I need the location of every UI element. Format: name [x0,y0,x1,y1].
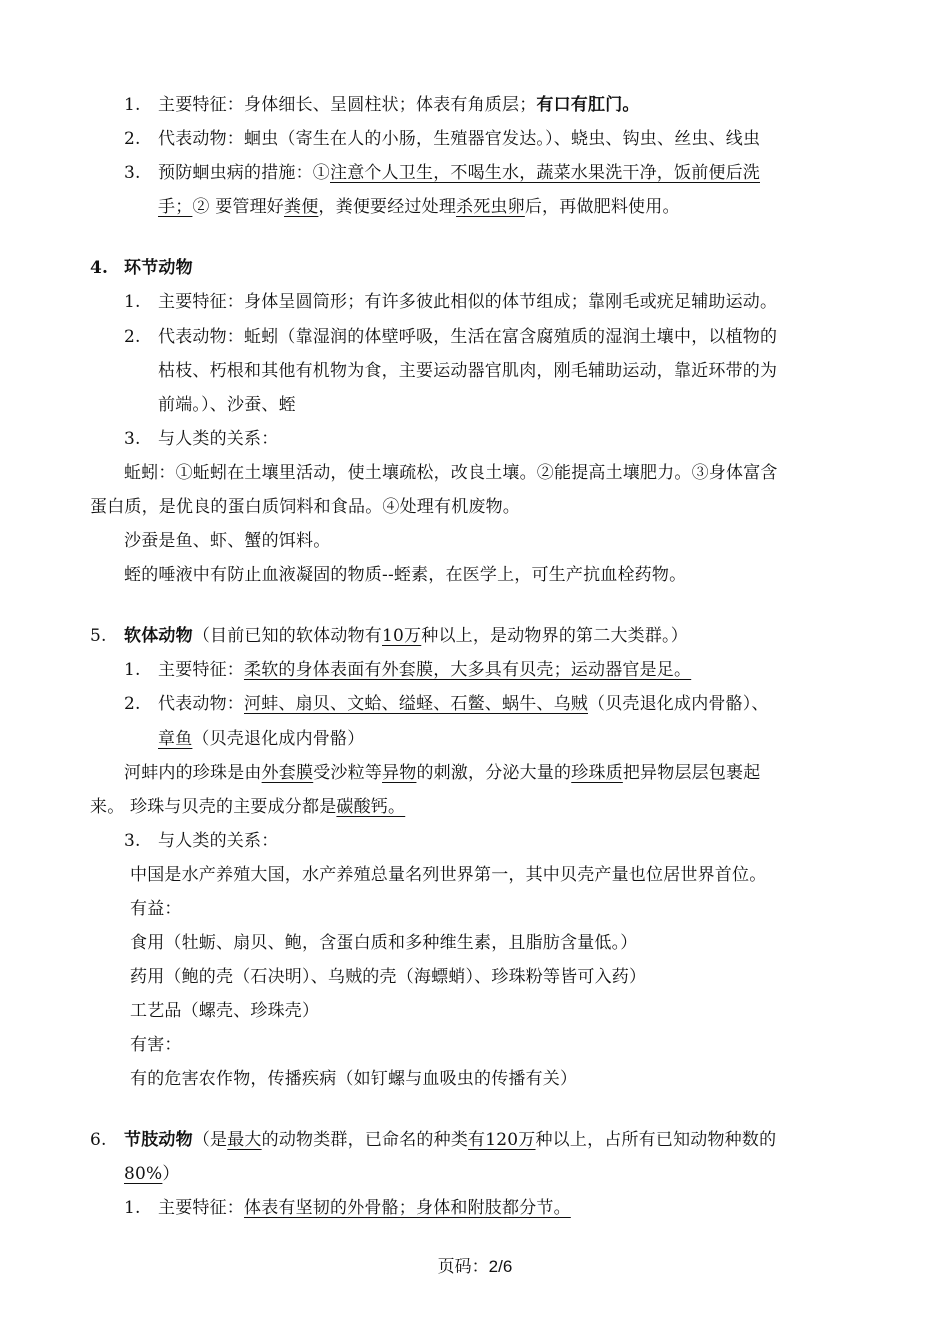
text-underlined: 手； [158,197,193,217]
text-underlined: 河蚌、扇贝、文蛤、缢蛏、石鳖、蜗牛、乌贼 [244,694,588,714]
section-title: 节肢动物 [124,1130,193,1150]
text-bold: 有口有肛门。 [536,95,640,115]
s3-item-1 [124,94,640,116]
s3-item-2 [124,128,760,150]
text-underlined: 注意个人卫生，不喝生水，蔬菜水果洗干净，饭前便后洗 [330,163,760,183]
section-4-heading [90,257,193,279]
text: 代表动物：蚯蚓（靠湿润的体壁呼吸，生活在富含腐殖质的湿润土壤中，以植物的 [158,327,778,347]
s5-paragraph: 食用（牡蛎、扇贝、鲍，含蛋白质和多种维生素，且脂肪含量低。） [130,933,638,953]
text-underlined: 章鱼 [158,729,193,749]
page-number-footer: 页码：2/6 [437,1257,513,1276]
s4-paragraph: 蚯蚓：①蚯蚓在土壤里活动，使土壤疏松，改良土壤。②能提高土壤肥力。③身体富含 [124,463,778,483]
text: 预防蛔虫病的措施：① [158,163,330,183]
text-underlined: 10万 [382,626,422,646]
text: 的动物类群，已命名的种类 [261,1130,469,1150]
s4-paragraph: 沙蚕是鱼、虾、蟹的饵料。 [124,531,331,551]
item-number: 3. [124,831,141,851]
text-underlined: 异物 [382,763,417,783]
item-number: 2. [124,694,141,714]
s5-paragraph [90,796,405,818]
text: ） [162,1164,180,1184]
text: 与人类的关系： [158,429,279,449]
text: 前端。）、沙蚕、蛭 [158,395,296,415]
item-number: 1. [124,1198,141,1218]
text: 受沙粒等 [313,763,383,783]
s4-paragraph: 蛋白质，是优良的蛋白质饲料和食品。④处理有机废物。 [90,497,520,517]
text: 枯枝、朽根和其他有机物为食，主要运动器官肌肉，刚毛辅助运动，靠近环带的为 [158,361,778,381]
section-5-heading [90,625,688,647]
text: 河蚌内的珍珠是由 [124,763,262,783]
text-underlined: 杀死虫卵 [456,197,525,217]
text: 种以上，占所有已知动物种数的 [535,1130,777,1150]
text: 把异物层层包裹起 [622,763,761,783]
section-number: 4. [90,258,109,278]
text-underlined: 柔软的身体表面有外套膜，大多具有贝壳；运动器官是足。 [244,660,692,680]
text-underlined: 80% [124,1164,163,1184]
text-underlined: 珍珠质 [571,763,623,783]
s5-paragraph: 药用（鲍的壳（石决明）、乌贼的壳（海螵蛸）、珍珠粉等皆可入药） [130,967,647,987]
item-number: 1. [124,292,141,312]
item-number: 1. [124,95,141,115]
section-6-heading-cont [124,1163,180,1185]
text-underlined: 外套膜 [261,763,314,783]
text: （贝壳退化成内骨骼） [192,729,365,749]
text: 代表动物： [158,694,244,714]
text: ，粪便要经过处理 [318,197,457,217]
s4-item-3 [124,428,278,450]
text: 种以上，是动物界的第二大类群。） [421,626,688,646]
text-underlined: 粪便 [284,197,319,217]
s5-item-2-cont [158,728,364,750]
text-underlined: 最大 [227,1130,262,1150]
text: 来。 珍珠与贝壳的主要成分都是 [90,797,337,817]
section-title: 软体动物 [124,626,193,646]
s5-item-3 [124,830,278,852]
text: 主要特征： [158,1198,244,1218]
section-6-heading [90,1129,776,1151]
s3-item-3-cont [158,196,680,218]
text: 主要特征： [158,660,244,680]
text: 与人类的关系： [158,831,279,851]
s5-paragraph: 工艺品（螺壳、珍珠壳） [130,1001,320,1021]
item-number: 1. [124,660,141,680]
s5-item-2 [124,693,769,715]
s5-paragraph: 有害： [130,1035,182,1055]
item-number: 3. [124,429,141,449]
text: 主要特征：身体细长、呈圆柱状；体表有角质层； [158,95,537,115]
s6-item-1 [124,1197,571,1219]
s4-item-1 [124,291,777,313]
text: 代表动物：蛔虫（寄生在人的小肠，生殖器官发达。）、蛲虫、钩虫、丝虫、线虫 [158,129,761,149]
text: 后，再做肥料使用。 [524,197,680,217]
s4-item-2-cont [158,394,296,416]
s5-paragraph [124,762,760,784]
item-number: 3. [124,163,141,183]
section-number: 6. [90,1130,107,1150]
s4-paragraph: 蛭的唾液中有防止血液凝固的物质--蛭素，在医学上，可生产抗血栓药物。 [124,565,687,585]
s5-paragraph: 有的危害农作物，传播疾病（如钉螺与血吸虫的传播有关） [130,1069,578,1089]
s4-item-2-cont [158,360,777,382]
text: 主要特征：身体呈圆筒形；有许多彼此相似的体节组成；靠刚毛或疣足辅助运动。 [158,292,778,312]
section-number: 5. [90,626,107,646]
text: ② 要管理好 [192,197,285,217]
item-number: 2. [124,129,141,149]
s5-paragraph: 中国是水产养殖大国，水产养殖总量名列世界第一，其中贝壳产量也位居世界首位。 [130,865,767,885]
s3-item-3 [124,162,760,184]
text: （贝壳退化成内骨骼）、 [588,694,769,714]
item-number: 2. [124,327,141,347]
text-underlined: 体表有坚韧的外骨骼；身体和附肢都分节。 [244,1198,571,1218]
s4-item-2 [124,326,777,348]
s5-item-1 [124,659,691,681]
text: （是 [192,1130,228,1150]
text: （目前已知的软体动物有 [192,626,383,646]
text: 的刺激，分泌大量的 [416,763,572,783]
s5-paragraph: 有益： [130,899,182,919]
text-underlined: 碳酸钙。 [336,797,406,817]
section-title: 环节动物 [124,258,193,278]
text-underlined: 有120万 [468,1130,536,1150]
